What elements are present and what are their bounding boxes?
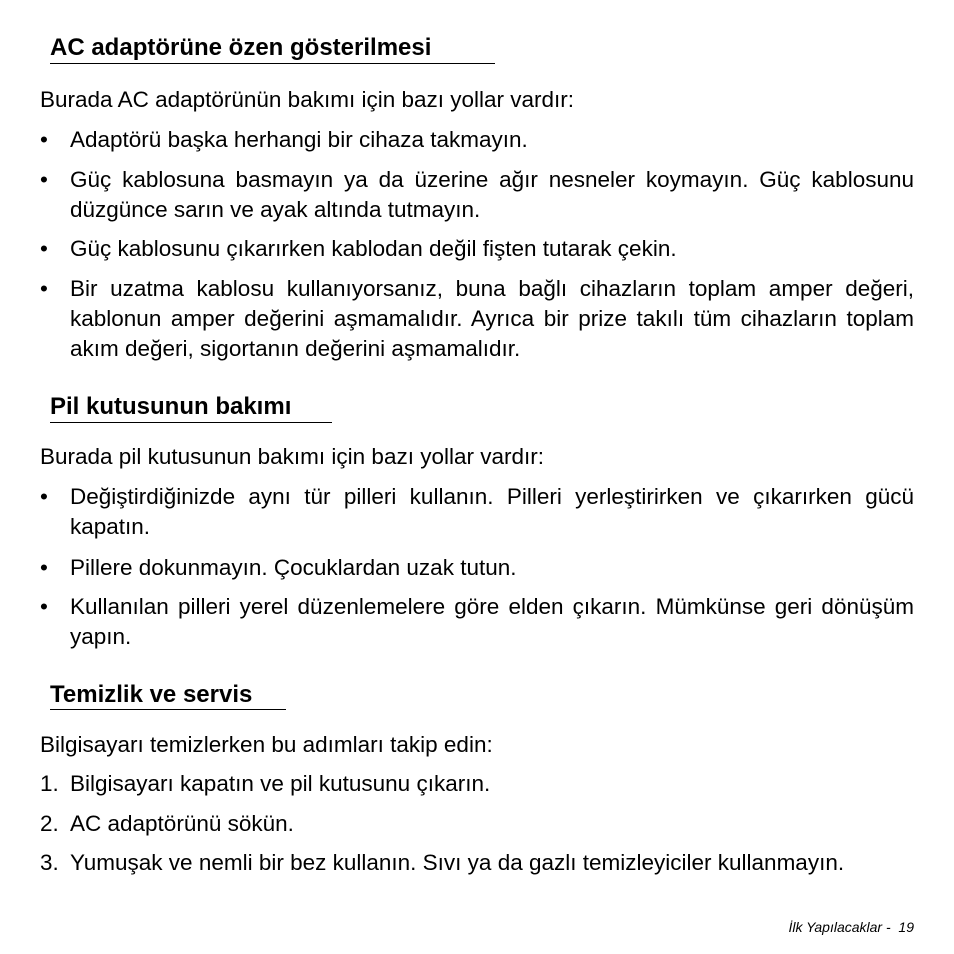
list-item xyxy=(40,769,914,799)
heading-underline xyxy=(50,422,332,423)
step-number: 1. xyxy=(40,771,59,796)
list-item xyxy=(40,848,914,878)
bullet-marker: • xyxy=(40,236,48,261)
heading-underline xyxy=(50,709,286,710)
step-number: 3. xyxy=(40,850,59,875)
step-number: 2. xyxy=(40,811,59,836)
list-item-text: Güç kablosuna basmayın ya da üzerine ağır nesneler koymayın. Güç kablosunu düzgünce sarın ve ayak altında tutmayın. xyxy=(70,167,914,222)
section-intro: Bilgisayarı temizlerken bu adımları takip edin: xyxy=(40,732,493,757)
list-item-text: Kullanılan pilleri yerel düzenlemelere göre elden çıkarın. Mümkünse geri dönüşüm yapın. xyxy=(70,594,914,649)
bullet-marker: • xyxy=(40,484,48,509)
list-item-text: Bilgisayarı kapatın ve pil kutusunu çıkarın. xyxy=(70,771,491,796)
section-intro: Burada AC adaptörünün bakımı için bazı yollar vardır: xyxy=(40,87,575,112)
list-item xyxy=(40,165,914,225)
page-footer xyxy=(788,918,914,936)
section-heading-cleaning: Temizlik ve servis xyxy=(50,681,253,708)
list-item xyxy=(40,592,914,652)
list-item-text: Bir uzatma kablosu kullanıyorsanız, buna bağlı cihazların toplam amper değeri, kablonun amper değerini aşmamalıdır. Ayrıca bir prize takılı tüm cihazların toplam akım değeri, sigortanın değerini aşmamalıdır. xyxy=(70,276,914,361)
bullet-marker: • xyxy=(40,167,48,192)
section-heading-battery: Pil kutusunun bakımı xyxy=(50,393,292,420)
bullet-marker: • xyxy=(40,594,48,619)
page-number: 19 xyxy=(898,919,914,935)
list-item xyxy=(40,125,914,155)
list-item-text: Adaptörü başka herhangi bir cihaza takmayın. xyxy=(70,127,528,152)
list-item xyxy=(40,274,914,364)
section-intro: Burada pil kutusunun bakımı için bazı yollar vardır: xyxy=(40,444,544,469)
list-item xyxy=(40,234,914,264)
footer-section-title: İlk Yapılacaklar - xyxy=(788,919,891,935)
heading-underline xyxy=(50,63,495,64)
list-item-text: Değiştirdiğinizde aynı tür pilleri kullanın. Pilleri yerleştirirken ve çıkarırken gücü kapatın. xyxy=(70,484,914,539)
section-heading-ac-adapter: AC adaptörüne özen gösterilmesi xyxy=(50,34,432,61)
bullet-marker: • xyxy=(40,555,48,580)
list-item-text: AC adaptörünü sökün. xyxy=(70,811,294,836)
list-item xyxy=(40,482,914,542)
bullet-marker: • xyxy=(40,127,48,152)
bullet-marker: • xyxy=(40,276,48,301)
list-item-text: Pillere dokunmayın. Çocuklardan uzak tutun. xyxy=(70,555,517,580)
list-item xyxy=(40,553,914,583)
list-item xyxy=(40,809,914,839)
list-item-text: Yumuşak ve nemli bir bez kullanın. Sıvı ya da gazlı temizleyiciler kullanmayın. xyxy=(70,850,845,875)
list-item-text: Güç kablosunu çıkarırken kablodan değil fişten tutarak çekin. xyxy=(70,236,677,261)
